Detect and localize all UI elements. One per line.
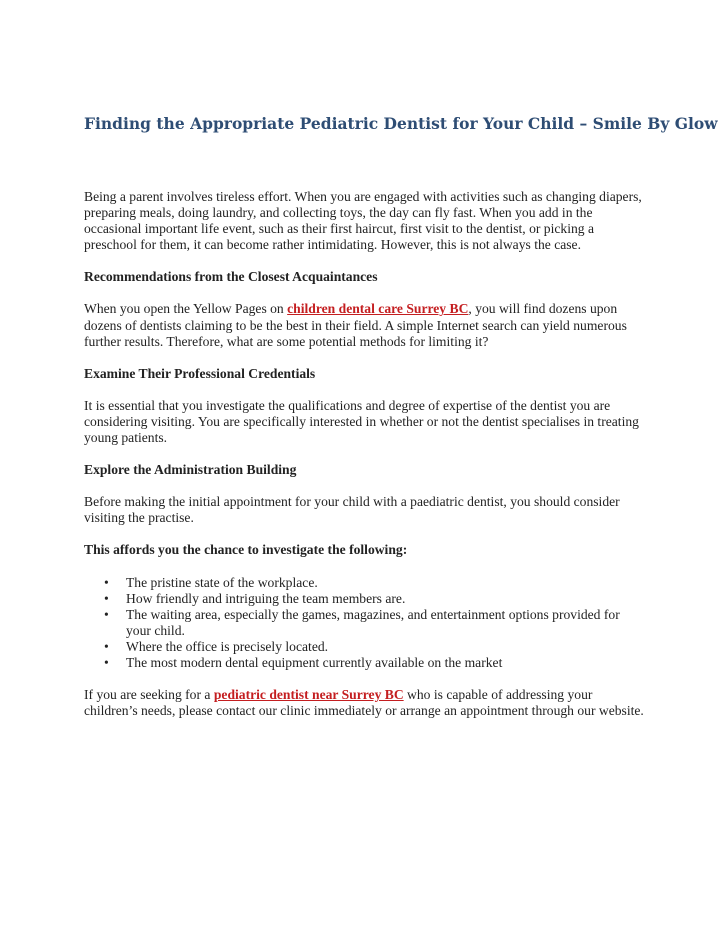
pediatric-dentist-link[interactable]: pediatric dentist near Surrey BC [213,687,404,703]
list-item [84,607,644,639]
list-item-text: Where the office is precisely located. [126,638,329,654]
intro-paragraph: Being a parent involves tireless effort. When you are engaged with activities such as changing diapers, preparing meals, doing laundry, and collecting toys, the day can fly fast. When you add in the occasional important life event, such as their first haircut, first visit to the dentist, or picking a preschool for them, it can become rather intimidating. However, this is not always the case. [84,189,642,253]
paragraph-text: If you are seeking for a [84,687,214,703]
list-item-text: The pristine state of the workplace. [126,574,318,590]
document-title: Finding the Appropriate Pediatric Dentist for Your Child – Smile By Glow [84,114,718,133]
closing-paragraph [84,687,644,719]
bullet-icon: • [104,638,109,654]
credentials-paragraph: It is essential that you investigate the qualifications and degree of expertise of the dentist you are considering visiting. You are specifically interested in whether or not the dentist specialises in treating young patients. [84,397,639,446]
list-item [84,591,644,607]
section-heading-investigate: This affords you the chance to investigate the following: [84,542,408,558]
bullet-icon: • [104,606,109,622]
section-heading-credentials: Examine Their Professional Credentials [84,365,316,381]
bullet-icon: • [104,574,109,590]
list-item-text: How friendly and intriguing the team members are. [126,590,406,606]
paragraph-text: , you will find dozens upon dozens of dentists claiming to be the best in their field. A simple Internet search can yield numerous further results. Therefore, what are some potential methods for limiting it? [84,301,627,349]
bullet-icon: • [104,654,109,670]
investigate-list [84,575,644,672]
recommendations-paragraph [84,301,644,349]
document-page [84,108,718,735]
list-item [84,575,644,591]
document-body [84,189,644,719]
administration-paragraph: Before making the initial appointment for your child with a paediatric dentist, you should consider visiting the practise. [84,494,620,526]
list-item [84,655,644,671]
list-item-text: The waiting area, especially the games, magazines, and entertainment options provided for your child. [126,606,620,638]
paragraph-text: who is capable of addressing your children’s needs, please contact our clinic immediately or arrange an appointment through our website. [84,687,644,719]
children-dental-care-link[interactable]: children dental care Surrey BC [287,301,469,317]
list-item [84,639,644,655]
bullet-icon: • [104,590,109,606]
section-heading-administration: Explore the Administration Building [84,462,297,478]
list-item-text: The most modern dental equipment currently available on the market [126,654,503,670]
section-heading-recommendations: Recommendations from the Closest Acquaintances [84,269,378,285]
paragraph-text: When you open the Yellow Pages on [84,301,288,317]
